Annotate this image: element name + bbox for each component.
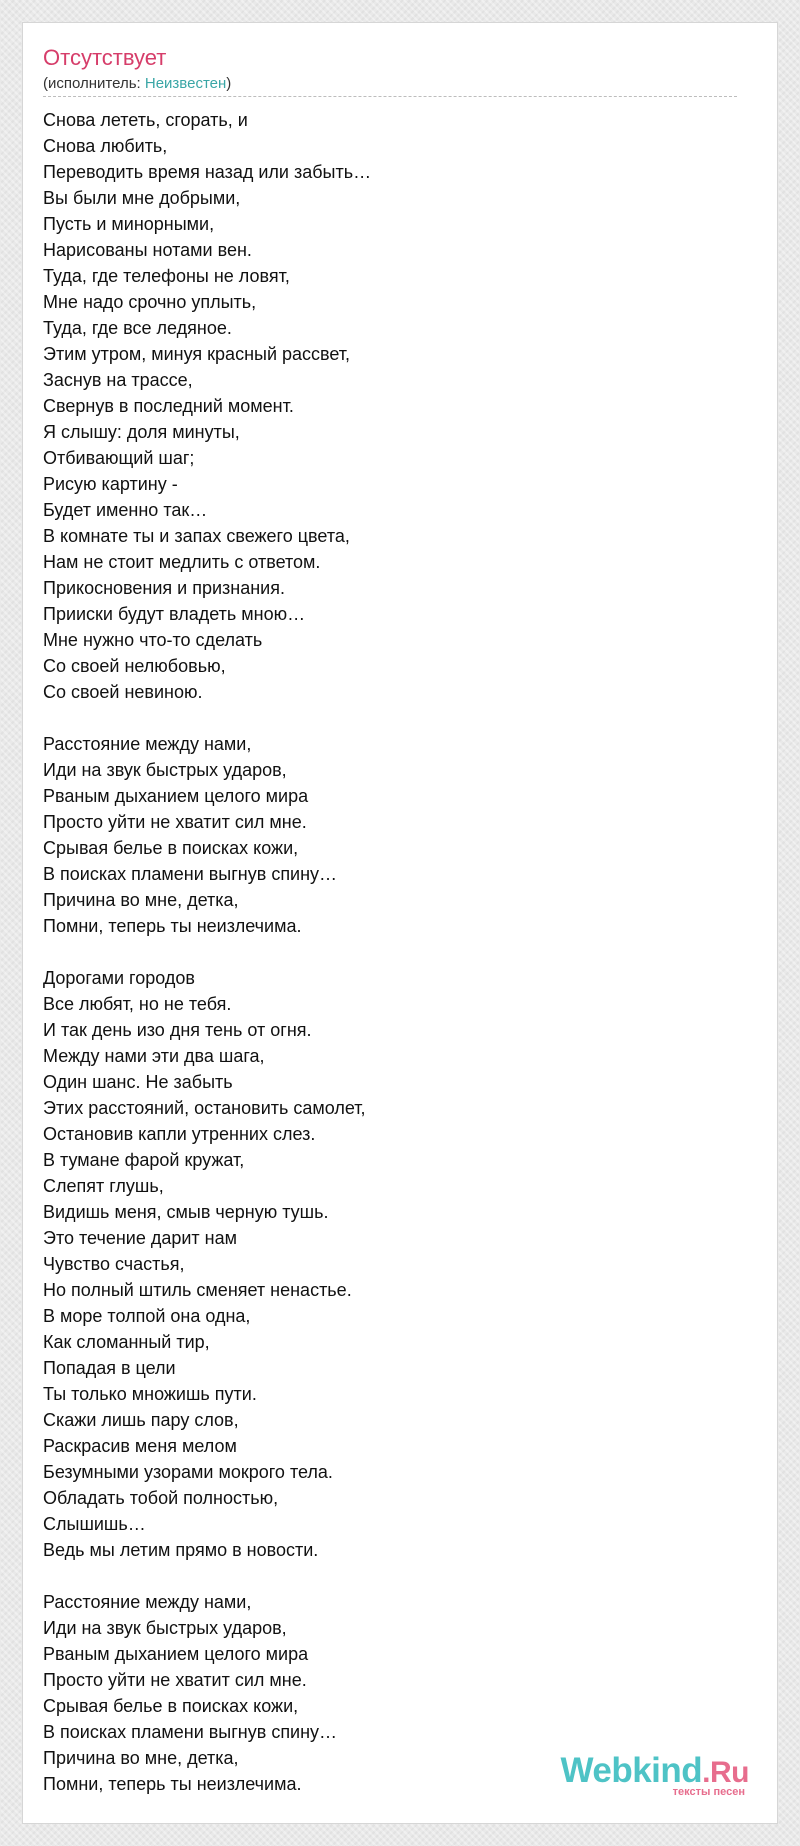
lyric-line: Мне надо срочно уплыть, <box>43 292 257 312</box>
lyric-line: Туда, где все ледяное. <box>43 318 232 338</box>
lyric-line: Этих расстояний, остановить самолет, <box>43 1098 366 1118</box>
lyric-line: Помни, теперь ты неизлечима. <box>43 916 302 936</box>
lyric-line: В поисках пламени выгнув спину… <box>43 864 338 884</box>
song-title: Отсутствует <box>43 45 167 70</box>
lyrics-card <box>22 22 778 1824</box>
lyric-line: Снова лететь, сгорать, и <box>43 110 248 130</box>
lyric-line: Просто уйти не хватит сил мне. <box>43 1670 307 1690</box>
site-logo[interactable] <box>560 1751 749 1798</box>
lyric-line: Помни, теперь ты неизлечима. <box>43 1774 302 1794</box>
lyric-line: Рисую картину - <box>43 474 178 494</box>
lyric-line: Видишь меня, смыв черную тушь. <box>43 1202 329 1222</box>
lyric-line: Это течение дарит нам <box>43 1228 237 1248</box>
logo-tld: .Ru <box>702 1756 749 1789</box>
lyric-line: Ведь мы летим прямо в новости. <box>43 1540 319 1560</box>
lyric-line: Пусть и минорными, <box>43 214 215 234</box>
lyric-line: Но полный штиль сменяет ненастье. <box>43 1280 352 1300</box>
lyric-line: Иди на звук быстрых ударов, <box>43 760 287 780</box>
lyric-line: Безумными узорами мокрого тела. <box>43 1462 333 1482</box>
lyric-line: Скажи лишь пару слов, <box>43 1410 239 1430</box>
lyric-line: Свернув в последний момент. <box>43 396 294 416</box>
lyric-line: Остановив капли утренних слез. <box>43 1124 316 1144</box>
lyric-line: Чувство счастья, <box>43 1254 185 1274</box>
lyric-line: Срывая белье в поисках кожи, <box>43 1696 299 1716</box>
lyric-line: Отбивающий шаг; <box>43 448 195 468</box>
logo-name: Webkind <box>560 1751 703 1790</box>
lyric-line: Рваным дыханием целого мира <box>43 1644 309 1664</box>
lyric-line: Туда, где телефоны не ловят, <box>43 266 290 286</box>
lyric-line: Раскрасив меня мелом <box>43 1436 237 1456</box>
lyric-line: И так день изо дня тень от огня. <box>43 1020 312 1040</box>
artist-line <box>43 75 231 92</box>
lyric-line: Обладать тобой полностью, <box>43 1488 279 1508</box>
lyric-line: Слепят глушь, <box>43 1176 164 1196</box>
lyric-line: Мне нужно что-то сделать <box>43 630 263 650</box>
lyric-line: Переводить время назад или забыть… <box>43 162 372 182</box>
lyric-line: Причина во мне, детка, <box>43 890 239 910</box>
lyric-line: Просто уйти не хватит сил мне. <box>43 812 307 832</box>
artist-suffix: ) <box>226 75 232 92</box>
lyric-line: Этим утром, минуя красный рассвет, <box>43 344 351 364</box>
lyric-line: Нам не стоит медлить с ответом. <box>43 552 321 572</box>
lyric-line: В комнате ты и запах свежего цвета, <box>43 526 350 546</box>
lyric-line: Прикосновения и признания. <box>43 578 285 598</box>
lyric-line: Я слышу: доля минуты, <box>43 422 240 442</box>
lyric-line: Нарисованы нотами вен. <box>43 240 252 260</box>
lyric-line: Иди на звук быстрых ударов, <box>43 1618 287 1638</box>
lyric-line: Будет именно так… <box>43 500 208 520</box>
lyric-line: Причина во мне, детка, <box>43 1748 239 1768</box>
logo-wordmark <box>560 1751 749 1791</box>
lyrics-stanza <box>43 107 733 705</box>
lyric-line: В тумане фарой кружат, <box>43 1150 245 1170</box>
artist-prefix: (исполнитель: <box>43 75 145 92</box>
logo-tagline: тексты песен <box>672 1786 745 1798</box>
lyric-line: Рваным дыханием целого мира <box>43 786 309 806</box>
lyric-line: Расстояние между нами, <box>43 1592 252 1612</box>
lyric-line: Вы были мне добрыми, <box>43 188 241 208</box>
lyric-line: Снова любить, <box>43 136 168 156</box>
lyric-line: Как сломанный тир, <box>43 1332 210 1352</box>
header-divider <box>43 96 737 97</box>
lyric-line: Со своей невиною. <box>43 682 203 702</box>
lyric-line: Прииски будут владеть мною… <box>43 604 306 624</box>
lyric-line: Ты только множишь пути. <box>43 1384 257 1404</box>
lyric-line: Со своей нелюбовью, <box>43 656 226 676</box>
lyric-line: Заснув на трассе, <box>43 370 193 390</box>
lyric-line: Расстояние между нами, <box>43 734 252 754</box>
lyrics-body <box>43 107 733 1823</box>
lyric-line: Между нами эти два шага, <box>43 1046 265 1066</box>
lyrics-stanza <box>43 965 733 1563</box>
lyric-line: Слышишь… <box>43 1514 146 1534</box>
lyric-line: Все любят, но не тебя. <box>43 994 232 1014</box>
lyric-line: Один шанс. Не забыть <box>43 1072 233 1092</box>
lyric-line: Дорогами городов <box>43 968 195 988</box>
lyric-line: В поисках пламени выгнув спину… <box>43 1722 338 1742</box>
lyric-line: Срывая белье в поисках кожи, <box>43 838 299 858</box>
lyric-line: В море толпой она одна, <box>43 1306 251 1326</box>
artist-link[interactable]: Неизвестен <box>144 75 227 92</box>
lyrics-stanza <box>43 731 733 939</box>
lyric-line: Попадая в цели <box>43 1358 176 1378</box>
